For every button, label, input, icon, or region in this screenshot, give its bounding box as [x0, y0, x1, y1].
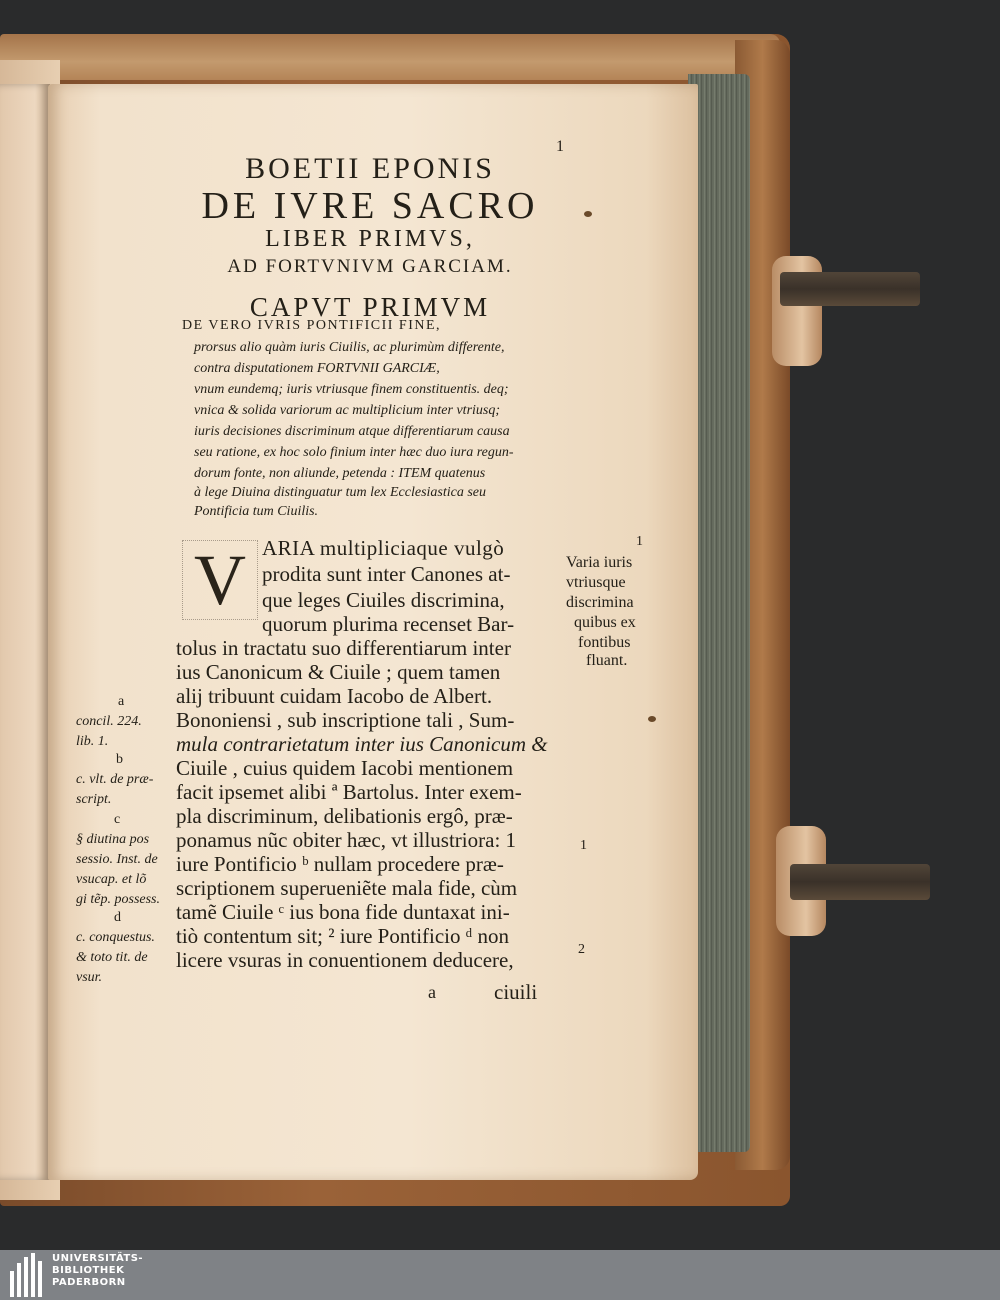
- reference-letter: c: [114, 812, 121, 827]
- reference-line: c. vlt. de præ-: [76, 772, 154, 787]
- chapter-summary-line: DE VERO IVRIS PONTIFICII FINE,: [182, 318, 442, 333]
- reference-line: § diutina pos: [76, 832, 150, 847]
- library-name-line-2: BIBLIOTHEK: [52, 1265, 125, 1276]
- chapter-summary-line: Pontificia tum Ciuilis.: [194, 504, 319, 519]
- chapter-title: CAPVT PRIMVM: [249, 292, 491, 322]
- library-logo-icon: [10, 1253, 46, 1297]
- library-name-line-1: UNIVERSITÄTS-: [52, 1253, 144, 1264]
- body-line: licere vsuras in conuentionem deducere,: [176, 948, 514, 972]
- side-note-line: fluant.: [586, 652, 628, 669]
- reference-line: vsur.: [76, 970, 103, 985]
- chapter-summary-line: vnum eundemq; iuris vtriusque finem constituentis. deq;: [194, 382, 509, 397]
- chapter-summary-line: à lege Diuina distinguatur tum lex Ecclesiastica seu: [194, 485, 487, 500]
- body-line: scriptionem superueniẽte mala fide, cùm: [176, 876, 518, 900]
- title-line-3: LIBER PRIMVS,: [265, 226, 475, 252]
- body-line: ponamus nũc obiter hæc, vt illustriora: 1: [176, 828, 517, 852]
- body-line: mula contrarietatum inter ius Canonicum &: [176, 732, 548, 756]
- reference-line: script.: [76, 792, 112, 807]
- body-line: prodita sunt inter Canones at-: [262, 562, 511, 586]
- reference-line: & toto tit. de: [76, 950, 148, 965]
- title-line-1: BOETII EPONIS: [245, 152, 495, 185]
- reference-line: gi tẽp. possess.: [76, 892, 160, 907]
- side-note-number: 1: [636, 534, 643, 549]
- side-note-line: discrimina: [566, 594, 634, 611]
- reference-line: c. conquestus.: [76, 930, 155, 945]
- reference-line: sessio. Inst. de: [76, 852, 158, 867]
- body-line: pla discriminum, delibationis ergô, præ-: [176, 804, 513, 828]
- body-line: ius Canonicum & Ciuile ; quem tamen: [176, 660, 501, 684]
- side-note-line: Varia iuris: [566, 554, 633, 571]
- reference-line: vsucap. et lõ: [76, 872, 147, 887]
- body-line: tiò contentum sit; ² iure Pontificio ᵈ non: [176, 924, 510, 948]
- chapter-summary-line: seu ratione, ex hoc solo finium inter hæc duo iura regun-: [194, 445, 514, 460]
- reference-letter: a: [118, 694, 125, 709]
- margin-marker: 1: [580, 838, 587, 853]
- reference-letter: d: [114, 910, 121, 925]
- lower-clasp-strap: [790, 864, 930, 900]
- worm-hole: [648, 716, 656, 722]
- body-line: Ciuile , cuius quidem Iacobi mentionem: [176, 756, 514, 780]
- chapter-summary-line: contra disputationem FORTVNII GARCIÆ,: [194, 361, 440, 376]
- body-line: tamẽ Ciuile ᶜ ius bona fide duntaxat ini-: [176, 900, 510, 924]
- page-number: 1: [556, 138, 567, 155]
- signature-mark: a: [428, 982, 436, 1002]
- body-line: facit ipsemet alibi ª Bartolus. Inter exem-: [176, 780, 522, 804]
- footer-bar: [0, 1250, 1000, 1300]
- reference-line: lib. 1.: [76, 734, 109, 749]
- title-line-2: DE IVRE SACRO: [201, 185, 539, 227]
- chapter-summary-line: vnica & solida variorum ac multiplicium inter vtriusq;: [194, 403, 501, 418]
- side-note-line: vtriusque: [566, 574, 626, 591]
- chapter-summary-line: dorum fonte, non aliunde, petenda : ITEM quatenus: [194, 466, 486, 481]
- title-line-4: AD FORTVNIVM GARCIAM.: [227, 256, 513, 277]
- body-line: iure Pontificio ᵇ nullam procedere præ-: [176, 852, 504, 876]
- worm-hole: [584, 211, 592, 217]
- margin-marker: 2: [578, 942, 585, 957]
- upper-clasp-strap: [780, 272, 920, 306]
- body-line: Bononiensi , sub inscriptione tali , Sum-: [176, 708, 515, 732]
- body-line: alij tribuunt cuidam Iacobo de Albert.: [176, 684, 493, 708]
- body-line: quorum plurima recenset Bar-: [262, 612, 515, 636]
- side-note-line: quibus ex: [574, 614, 636, 631]
- decorated-initial: V: [182, 540, 258, 620]
- body-line: que leges Ciuiles discrimina,: [262, 588, 505, 612]
- chapter-summary-line: iuris decisiones discriminum atque differentiarum causa: [194, 424, 510, 439]
- side-note-line: fontibus: [578, 634, 631, 651]
- body-line: ARIA multipliciaque vulgò: [262, 536, 505, 560]
- chapter-summary-line: prorsus alio quàm iuris Ciuilis, ac plurimùm differente,: [194, 340, 505, 355]
- left-page-margin: [0, 84, 50, 1180]
- reference-line: concil. 224.: [76, 714, 142, 729]
- library-name-line-3: PADERBORN: [52, 1277, 126, 1288]
- catchword: ciuili: [494, 980, 538, 1004]
- reference-letter: b: [116, 752, 123, 767]
- body-line: tolus in tractatu suo differentiarum inter: [176, 636, 511, 660]
- cover-top-edge: [0, 34, 780, 80]
